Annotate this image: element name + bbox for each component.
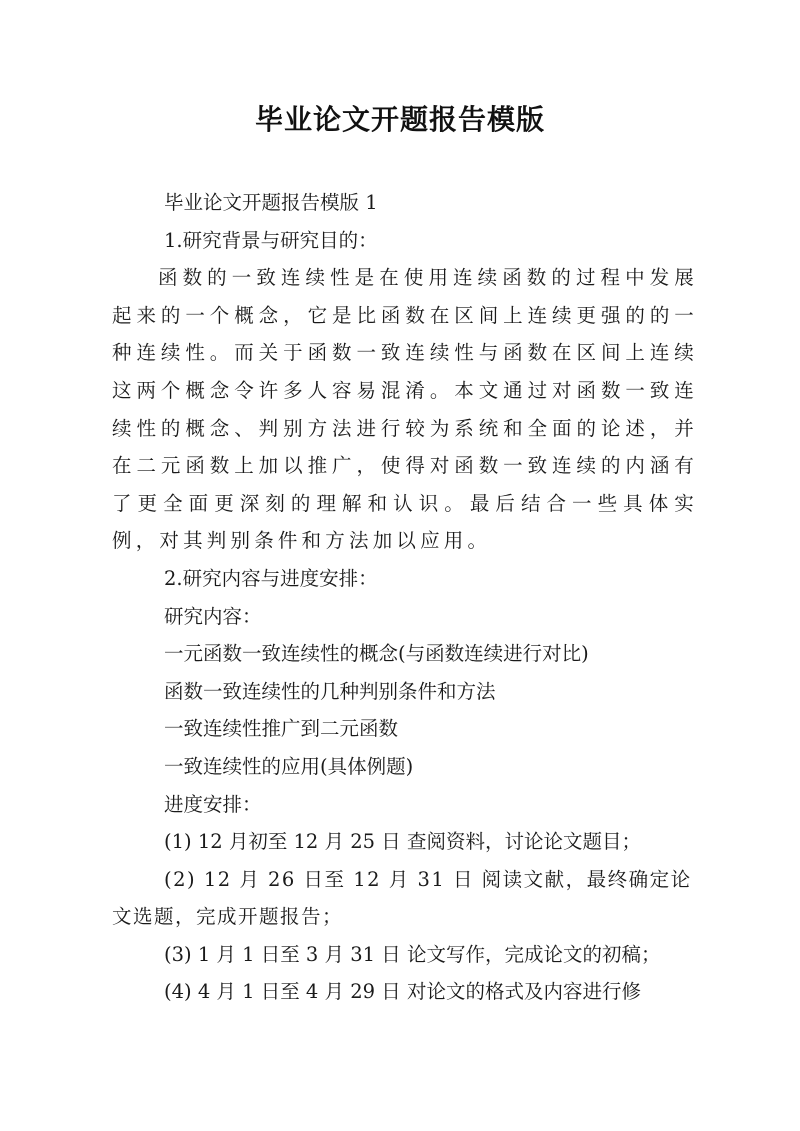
- research-content-label: 研究内容：: [164, 604, 262, 628]
- schedule-item: (2) 12 月 26 日至 12 月 31 日 阅读文献，最终确定论文选题，完成开题报告；: [112, 867, 692, 929]
- section-1-heading: 1.研究背景与研究目的：: [164, 228, 378, 252]
- content-item: 函数一致连续性的几种判别条件和方法: [164, 679, 496, 703]
- schedule-item: (1) 12 月初至 12 月 25 日 查阅资料，讨论论文题目；: [164, 830, 641, 854]
- section-2-heading: 2.研究内容与进度安排：: [164, 566, 378, 590]
- section-1-paragraph: 函数的一致连续性是在使用连续函数的过程中发展起来的一个概念，它是比函数在区间上连续更强的的一种连续性。而关于函数一致连续性与函数在区间上连续这两个概念令许多人容易混淆。本文通过对函数一致连续性的概念、判别方法进行较为系统和全面的论述，并在二元函数上加以推广，使得对函数一致连续的内涵有了更全面更深刻的理解和认识。最后结合一些具体实例，对其判别条件和方法加以应用。: [112, 266, 698, 553]
- content-item: 一致连续性推广到二元函数: [164, 717, 399, 741]
- document-body: [112, 184, 698, 1011]
- content-item: 一元函数一致连续性的概念(与函数连续进行对比): [164, 642, 589, 666]
- content-item: 一致连续性的应用(具体例题): [164, 754, 414, 778]
- document-subtitle: 毕业论文开题报告模版 1: [164, 191, 378, 214]
- page-title: 毕业论文开题报告模版: [254, 103, 545, 136]
- schedule-item: (3) 1 月 1 日至 3 月 31 日 论文写作，完成论文的初稿；: [164, 942, 661, 966]
- schedule-item: (4) 4 月 1 日至 4 月 29 日 对论文的格式及内容进行修: [164, 980, 641, 1004]
- schedule-label: 进度安排：: [164, 792, 262, 816]
